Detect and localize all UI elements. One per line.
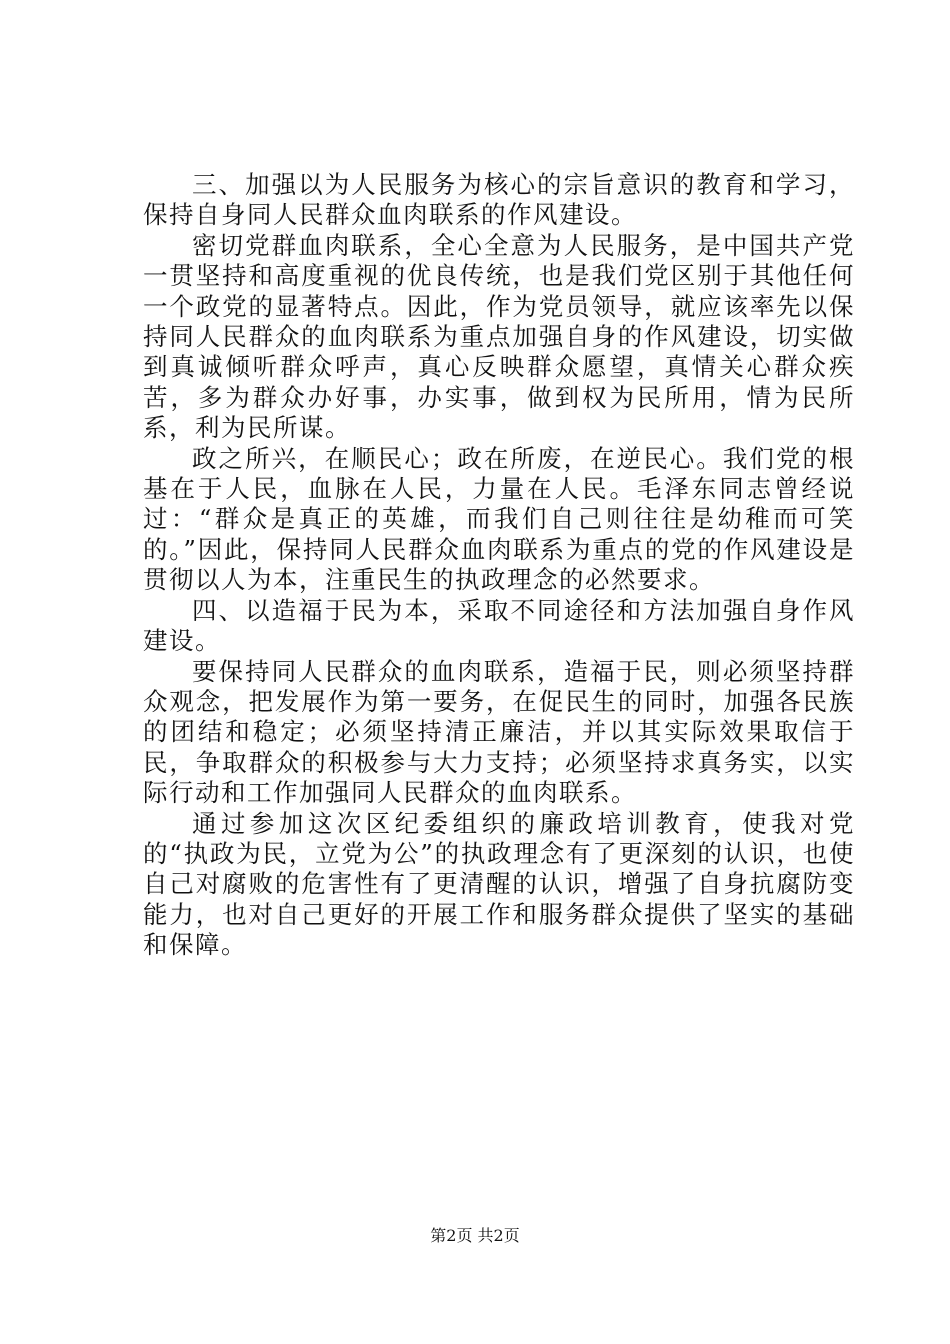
paragraph-benefit-people: 要保持同人民群众的血肉联系，造福于民，则必须坚持群众观念，把发展作为第一要务，在促民生的同时，加强各民族的团结和稳定；必须坚持清正廉洁，并以其实际效果取信于民，争取群众的积极参与大力支持；必须坚持求真务实，以实际行动和工作加强同人民群众的血肉联系。 [143, 656, 855, 808]
paragraph-conclusion: 通过参加这次区纪委组织的廉政培训教育，使我对党的“执政为民，立党为公”的执政理念有了更深刻的认识，也使自己对腐败的危害性有了更清醒的认识，增强了自身抗腐防变能力，也对自己更好的开展工作和服务群众提供了坚实的基础和保障。 [143, 808, 855, 960]
paragraph-section-four-heading: 四、以造福于民为本，采取不同途径和方法加强自身作风建设。 [143, 595, 855, 656]
page-number-footer: 第2页 共2页 [430, 1226, 520, 1245]
document-body [143, 170, 855, 961]
paragraph-governance-quote: 政之所兴，在顺民心；政在所废，在逆民心。我们党的根基在于人民，血脉在人民，力量在人民。毛泽东同志曾经说过：“群众是真正的英雄，而我们自己则往往是幼稚而可笑的。”因此，保持同人民群众血肉联系为重点的党的作风建设是贯彻以人为本，注重民生的执政理念的必然要求。 [143, 443, 855, 595]
paragraph-section-three-heading: 三、加强以为人民服务为核心的宗旨意识的教育和学习，保持自身同人民群众血肉联系的作风建设。 [143, 170, 855, 230]
paragraph-party-mass-ties: 密切党群血肉联系，全心全意为人民服务，是中国共产党一贯坚持和高度重视的优良传统，也是我们党区别于其他任何一个政党的显著特点。因此，作为党员领导，就应该率先以保持同人民群众的血肉联系为重点加强自身的作风建设，切实做到真诚倾听群众呼声，真心反映群众愿望，真情关心群众疾苦，多为群众办好事，办实事，做到权为民所用，情为民所系，利为民所谋。 [143, 230, 855, 443]
